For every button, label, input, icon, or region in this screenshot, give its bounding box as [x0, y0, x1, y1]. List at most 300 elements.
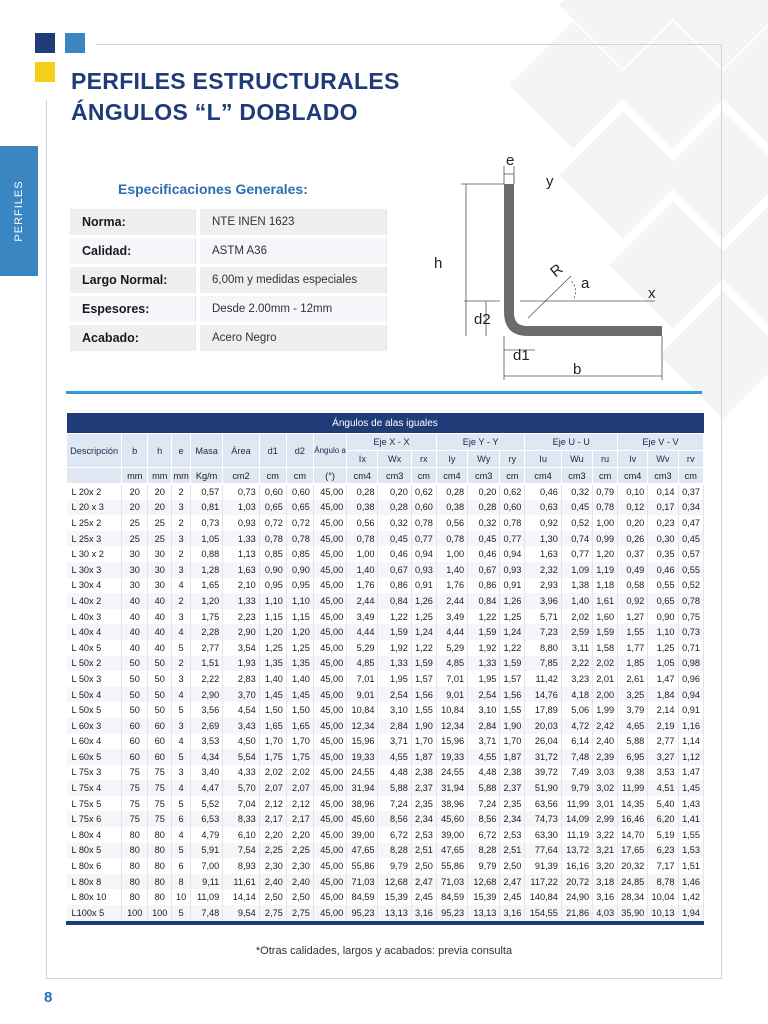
row-description: L 60x 5 — [67, 749, 122, 765]
table-cell: 3,10 — [378, 702, 411, 718]
table-cell: 1,57 — [411, 671, 436, 687]
table-cell: 2,34 — [500, 811, 525, 827]
deco-square-blue — [65, 33, 85, 53]
unit-cell: cm3 — [648, 468, 678, 484]
table-cell: 3 — [172, 718, 191, 734]
table-cell: 4,54 — [223, 702, 259, 718]
table-cell: 6,23 — [648, 843, 678, 859]
table-cell: 13,72 — [561, 843, 592, 859]
table-footer-bar — [66, 921, 704, 925]
col-header-wx: Wx — [378, 451, 411, 468]
table-row — [67, 734, 704, 750]
table-cell: 1,05 — [648, 656, 678, 672]
col-header-ry: ry — [500, 451, 525, 468]
table-cell: 1,18 — [593, 578, 618, 594]
table-cell: 60 — [122, 718, 148, 734]
table-cell: 0,74 — [561, 531, 592, 547]
table-cell: 2,02 — [593, 656, 618, 672]
spec-row — [70, 209, 387, 235]
label-a: a — [581, 275, 590, 292]
table-cell: 1,76 — [436, 578, 467, 594]
table-row — [67, 749, 704, 765]
table-cell: 2,54 — [378, 687, 411, 703]
table-cell: 0,58 — [618, 578, 648, 594]
table-cell: 7,17 — [648, 858, 678, 874]
table-cell: 1,40 — [561, 593, 592, 609]
data-table-container — [66, 413, 704, 925]
table-cell: 0,84 — [468, 593, 500, 609]
table-cell: 7,49 — [561, 765, 592, 781]
spec-row — [70, 296, 387, 322]
row-description: L 60x 4 — [67, 734, 122, 750]
footnote: *Otras calidades, largos y acabados: previa consulta — [255, 945, 513, 957]
table-cell: 2,40 — [593, 734, 618, 750]
unit-cell: mm — [122, 468, 148, 484]
table-cell: 2 — [172, 515, 191, 531]
table-row — [67, 780, 704, 796]
table-cell: 2,77 — [648, 734, 678, 750]
spec-value: Desde 2.00mm - 12mm — [196, 296, 387, 322]
table-cell: 1,90 — [411, 718, 436, 734]
table-units-row — [67, 468, 704, 484]
table-cell: 45,00 — [313, 734, 346, 750]
table-cell: 45,00 — [313, 515, 346, 531]
unit-cell: mm — [148, 468, 172, 484]
table-cell: 60 — [122, 749, 148, 765]
row-description: L 30 x 2 — [67, 546, 122, 562]
table-cell: 0,45 — [468, 531, 500, 547]
table-cell: 1,76 — [347, 578, 378, 594]
table-cell: 8,56 — [468, 811, 500, 827]
table-cell: 4,65 — [618, 718, 648, 734]
table-cell: 30 — [148, 578, 172, 594]
table-cell: 2,50 — [411, 858, 436, 874]
table-cell: 0,28 — [436, 484, 467, 500]
table-cell: 5 — [172, 843, 191, 859]
table-cell: 2,50 — [286, 889, 313, 905]
table-cell: 0,95 — [286, 578, 313, 594]
table-cell: 7,04 — [223, 796, 259, 812]
table-cell: 77,64 — [525, 843, 561, 859]
table-cell: 2,84 — [468, 718, 500, 734]
table-cell: 2,44 — [436, 593, 467, 609]
table-cell: 7,48 — [561, 749, 592, 765]
group-header-eje-x: Eje X - X — [347, 434, 437, 451]
table-cell: 1,57 — [500, 671, 525, 687]
table-cell: 0,78 — [411, 515, 436, 531]
table-cell: 100 — [148, 905, 172, 921]
table-cell: 60 — [148, 718, 172, 734]
table-cell: 3,54 — [223, 640, 259, 656]
table-cell: 1,14 — [678, 734, 704, 750]
table-cell: 0,95 — [259, 578, 286, 594]
table-cell: 1,35 — [259, 656, 286, 672]
table-cell: 2,25 — [286, 843, 313, 859]
side-tab-label: PERFILES — [13, 180, 25, 242]
table-cell: 3 — [172, 765, 191, 781]
unit-cell: cm — [500, 468, 525, 484]
table-cell: 0,10 — [618, 484, 648, 500]
angles-table — [66, 413, 704, 921]
table-cell: 0,91 — [500, 578, 525, 594]
row-description: L 30x 4 — [67, 578, 122, 594]
table-cell: 154,55 — [525, 905, 561, 921]
table-cell: 7,23 — [525, 624, 561, 640]
table-cell: 39,00 — [436, 827, 467, 843]
label-d1: d1 — [513, 347, 530, 364]
table-cell: 1,45 — [678, 780, 704, 796]
table-cell: 2,22 — [561, 656, 592, 672]
table-cell: 80 — [122, 858, 148, 874]
table-cell: 14,14 — [223, 889, 259, 905]
table-cell: 1,33 — [223, 531, 259, 547]
table-cell: 0,57 — [190, 484, 222, 500]
table-cell: 24,85 — [618, 874, 648, 890]
table-cell: 0,28 — [347, 484, 378, 500]
table-cell: 50 — [122, 656, 148, 672]
spec-value: Acero Negro — [196, 325, 387, 351]
col-header-h: h — [148, 434, 172, 468]
table-cell: 4 — [172, 827, 191, 843]
table-cell: 0,45 — [678, 531, 704, 547]
table-cell: 1,33 — [468, 656, 500, 672]
table-cell: 30 — [148, 562, 172, 578]
table-cell: 4,79 — [190, 827, 222, 843]
table-cell: 0,92 — [618, 593, 648, 609]
table-cell: 140,84 — [525, 889, 561, 905]
table-cell: 1,70 — [500, 734, 525, 750]
spec-value: ASTM A36 — [196, 238, 387, 264]
row-description: L 80x 4 — [67, 827, 122, 843]
col-header-wv: Wv — [648, 451, 678, 468]
table-cell: 2,00 — [593, 687, 618, 703]
table-cell: 1,99 — [593, 702, 618, 718]
table-cell: 1,28 — [190, 562, 222, 578]
table-cell: 1,70 — [286, 734, 313, 750]
table-cell: 0,55 — [648, 578, 678, 594]
frame-top-line — [96, 44, 722, 45]
table-cell: 6,72 — [378, 827, 411, 843]
table-cell: 1,65 — [190, 578, 222, 594]
table-cell: 4,85 — [347, 656, 378, 672]
table-cell: 1,45 — [286, 687, 313, 703]
col-header-desc: Descripción — [67, 434, 122, 468]
table-cell: 0,20 — [378, 484, 411, 500]
table-cell: 0,71 — [678, 640, 704, 656]
table-cell: 0,46 — [468, 546, 500, 562]
unit-cell-blank — [67, 468, 122, 484]
table-cell: 3,23 — [561, 671, 592, 687]
table-cell: 45,00 — [313, 578, 346, 594]
row-description: L 60x 3 — [67, 718, 122, 734]
table-cell: 2,35 — [411, 796, 436, 812]
table-cell: 12,68 — [468, 874, 500, 890]
table-cell: 45,00 — [313, 874, 346, 890]
table-cell: 1,09 — [561, 562, 592, 578]
table-cell: 4 — [172, 687, 191, 703]
table-cell: 71,03 — [347, 874, 378, 890]
unit-cell: mm — [172, 468, 191, 484]
table-cell: 0,96 — [678, 671, 704, 687]
table-cell: 2,40 — [259, 874, 286, 890]
table-cell: 45,00 — [313, 484, 346, 500]
table-cell: 3 — [172, 562, 191, 578]
table-cell: 45,00 — [313, 640, 346, 656]
table-cell: 0,78 — [259, 531, 286, 547]
table-cell: 4 — [172, 624, 191, 640]
table-cell: 0,81 — [190, 500, 222, 516]
table-cell: 1,25 — [286, 640, 313, 656]
unit-cell: cm4 — [618, 468, 648, 484]
table-cell: 8,80 — [525, 640, 561, 656]
table-cell: 5 — [172, 640, 191, 656]
table-cell: 3,16 — [411, 905, 436, 921]
table-row — [67, 562, 704, 578]
table-cell: 1,10 — [259, 593, 286, 609]
table-cell: 1,42 — [678, 889, 704, 905]
table-cell: 0,73 — [678, 624, 704, 640]
table-cell: 80 — [148, 827, 172, 843]
table-cell: 1,55 — [618, 624, 648, 640]
table-body — [67, 484, 704, 921]
table-cell: 1,65 — [259, 718, 286, 734]
col-header-rv: rv — [678, 451, 704, 468]
table-cell: 1,30 — [525, 531, 561, 547]
table-cell: 3 — [172, 671, 191, 687]
col-header-e: e — [172, 434, 191, 468]
table-cell: 2,84 — [378, 718, 411, 734]
table-cell: 4,48 — [378, 765, 411, 781]
table-cell: 1,55 — [678, 827, 704, 843]
table-cell: 75 — [122, 796, 148, 812]
table-cell: 80 — [122, 827, 148, 843]
table-cell: 14,35 — [618, 796, 648, 812]
table-cell: 7,54 — [223, 843, 259, 859]
table-cell: 0,90 — [286, 562, 313, 578]
table-row — [67, 858, 704, 874]
table-cell: 9,79 — [468, 858, 500, 874]
table-cell: 0,28 — [468, 500, 500, 516]
table-cell: 6,20 — [648, 811, 678, 827]
table-cell: 39,00 — [347, 827, 378, 843]
table-cell: 5 — [172, 702, 191, 718]
table-cell: 20,03 — [525, 718, 561, 734]
table-cell: 1,87 — [500, 749, 525, 765]
table-cell: 6,53 — [190, 811, 222, 827]
table-cell: 45,60 — [347, 811, 378, 827]
table-cell: 1,56 — [411, 687, 436, 703]
table-cell: 0,28 — [378, 500, 411, 516]
table-cell: 0,73 — [223, 484, 259, 500]
table-cell: 6,10 — [223, 827, 259, 843]
table-cell: 0,91 — [678, 702, 704, 718]
table-cell: 1,59 — [500, 656, 525, 672]
table-cell: 1,63 — [525, 546, 561, 562]
table-cell: 117,22 — [525, 874, 561, 890]
col-header-masa: Masa — [190, 434, 222, 468]
table-cell: 9,79 — [378, 858, 411, 874]
table-cell: 1,95 — [378, 671, 411, 687]
table-cell: 2,02 — [561, 609, 592, 625]
table-cell: 5,52 — [190, 796, 222, 812]
specs-table — [70, 206, 387, 354]
table-cell: 5,88 — [378, 780, 411, 796]
table-cell: 2,22 — [190, 671, 222, 687]
table-cell: 50 — [122, 687, 148, 703]
table-cell: 4,03 — [593, 905, 618, 921]
table-cell: 1,92 — [468, 640, 500, 656]
row-description: L100x 5 — [67, 905, 122, 921]
table-cell: 50 — [148, 656, 172, 672]
table-cell: 1,33 — [378, 656, 411, 672]
table-cell: 3,96 — [525, 593, 561, 609]
table-cell: 39,72 — [525, 765, 561, 781]
table-cell: 3,25 — [618, 687, 648, 703]
table-cell: 3,01 — [593, 796, 618, 812]
table-cell: 7,48 — [190, 905, 222, 921]
table-cell: 2,25 — [259, 843, 286, 859]
row-description: L 50x 5 — [67, 702, 122, 718]
table-cell: 2,07 — [286, 780, 313, 796]
table-cell: 3,21 — [593, 843, 618, 859]
table-cell: 0,38 — [436, 500, 467, 516]
table-cell: 0,91 — [411, 578, 436, 594]
table-cell: 9,79 — [561, 780, 592, 796]
table-cell: 45,00 — [313, 702, 346, 718]
table-cell: 7,00 — [190, 858, 222, 874]
table-cell: 1,59 — [411, 656, 436, 672]
table-cell: 14,09 — [561, 811, 592, 827]
table-cell: 3,71 — [378, 734, 411, 750]
table-cell: 1,40 — [286, 671, 313, 687]
spec-label: Calidad: — [70, 238, 196, 264]
table-cell: 1,55 — [500, 702, 525, 718]
table-cell: 0,93 — [223, 515, 259, 531]
table-cell: 4,50 — [223, 734, 259, 750]
table-cell: 2,17 — [259, 811, 286, 827]
table-cell: 3,10 — [468, 702, 500, 718]
table-cell: 0,65 — [286, 500, 313, 516]
unit-cell: cm3 — [468, 468, 500, 484]
unit-cell: cm3 — [561, 468, 592, 484]
table-cell: 1,15 — [286, 609, 313, 625]
table-cell: 0,60 — [259, 484, 286, 500]
table-cell: 26,04 — [525, 734, 561, 750]
table-cell: 8,56 — [378, 811, 411, 827]
table-row — [67, 578, 704, 594]
table-cell: 1,25 — [648, 640, 678, 656]
table-cell: 47,65 — [436, 843, 467, 859]
table-cell: 40 — [122, 609, 148, 625]
label-y: y — [546, 173, 554, 190]
table-cell: 8,28 — [468, 843, 500, 859]
table-cell: 1,75 — [190, 609, 222, 625]
row-description: L 50x 2 — [67, 656, 122, 672]
table-cell: 1,10 — [648, 624, 678, 640]
table-cell: 75 — [122, 780, 148, 796]
table-cell: 1,51 — [678, 858, 704, 874]
row-description: L 25x 3 — [67, 531, 122, 547]
table-cell: 5,88 — [468, 780, 500, 796]
table-cell: 2,93 — [525, 578, 561, 594]
table-cell: 75 — [148, 780, 172, 796]
table-cell: 2,20 — [259, 827, 286, 843]
table-cell: 3,56 — [190, 702, 222, 718]
unit-cell: cm — [411, 468, 436, 484]
table-cell: 12,68 — [378, 874, 411, 890]
table-cell: 1,51 — [190, 656, 222, 672]
table-row — [67, 765, 704, 781]
table-cell: 1,46 — [678, 874, 704, 890]
table-cell: 0,20 — [468, 484, 500, 500]
table-cell: 17,65 — [618, 843, 648, 859]
table-row — [67, 827, 704, 843]
table-cell: 1,87 — [411, 749, 436, 765]
table-cell: 7,85 — [525, 656, 561, 672]
table-cell: 45,00 — [313, 718, 346, 734]
table-cell: 80 — [148, 858, 172, 874]
table-cell: 0,78 — [286, 531, 313, 547]
table-cell: 45,00 — [313, 687, 346, 703]
table-cell: 1,84 — [648, 687, 678, 703]
table-cell: 0,60 — [411, 500, 436, 516]
table-cell: 1,90 — [500, 718, 525, 734]
table-cell: 7,24 — [378, 796, 411, 812]
table-cell: 7,01 — [347, 671, 378, 687]
table-row — [67, 905, 704, 921]
table-cell: 1,19 — [593, 562, 618, 578]
table-cell: 9,38 — [618, 765, 648, 781]
table-row — [67, 515, 704, 531]
table-cell: 1,59 — [468, 624, 500, 640]
table-cell: 1,50 — [259, 702, 286, 718]
table-cell: 2,17 — [286, 811, 313, 827]
table-cell: 11,61 — [223, 874, 259, 890]
table-cell: 4,33 — [223, 765, 259, 781]
table-cell: 2,53 — [500, 827, 525, 843]
table-cell: 0,46 — [525, 484, 561, 500]
table-row — [67, 874, 704, 890]
table-cell: 8,28 — [378, 843, 411, 859]
table-cell: 1,22 — [468, 609, 500, 625]
table-cell: 45,00 — [313, 889, 346, 905]
table-cell: 74,73 — [525, 811, 561, 827]
table-cell: 5 — [172, 905, 191, 921]
row-description: L 80x 5 — [67, 843, 122, 859]
table-cell: 1,03 — [223, 500, 259, 516]
table-cell: 9,54 — [223, 905, 259, 921]
row-description: L 50x 4 — [67, 687, 122, 703]
table-cell: 2,39 — [593, 749, 618, 765]
table-cell: 0,38 — [347, 500, 378, 516]
table-cell: 40 — [122, 593, 148, 609]
unit-cell: cm — [593, 468, 618, 484]
table-cell: 1,27 — [618, 609, 648, 625]
table-cell: 0,32 — [561, 484, 592, 500]
table-cell: 1,85 — [618, 656, 648, 672]
col-header-iv: Iv — [618, 451, 648, 468]
table-cell: 31,94 — [347, 780, 378, 796]
row-description: L 40x 4 — [67, 624, 122, 640]
table-cell: 50 — [148, 671, 172, 687]
table-cell: 8 — [172, 874, 191, 890]
table-cell: 3,20 — [593, 858, 618, 874]
section-divider — [66, 391, 702, 394]
table-cell: 38,96 — [347, 796, 378, 812]
table-cell: 1,22 — [411, 640, 436, 656]
table-cell: 6,95 — [618, 749, 648, 765]
table-cell: 1,24 — [411, 624, 436, 640]
